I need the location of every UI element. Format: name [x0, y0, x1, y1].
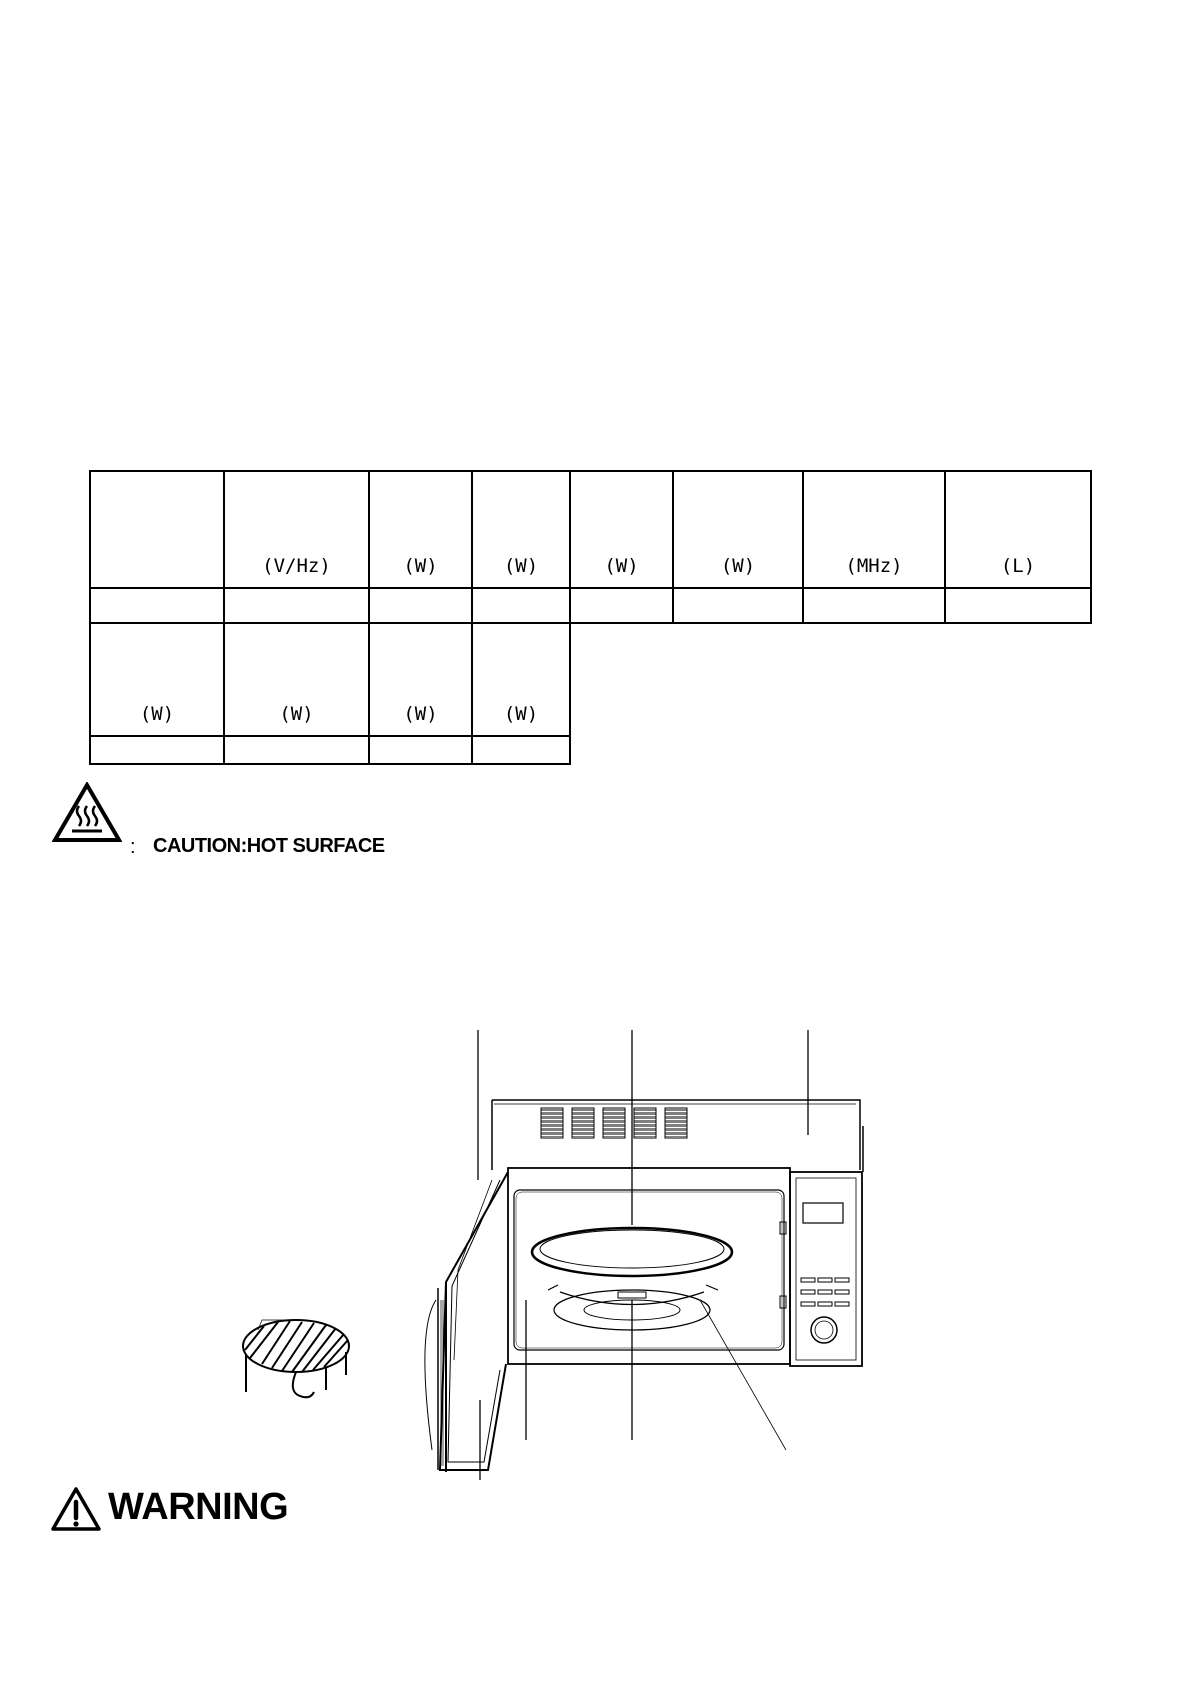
- table2-header-power-1: (W): [90, 623, 224, 736]
- table2-value-cell: [472, 736, 570, 764]
- table1-header-voltage: (V/Hz): [224, 471, 369, 588]
- table1-header-power-4: (W): [673, 471, 803, 588]
- caution-colon: :: [130, 836, 136, 858]
- glass-tray: [532, 1228, 732, 1276]
- table1-value-cell: [570, 588, 673, 623]
- table1-header-power-1: (W): [369, 471, 472, 588]
- table1-value-cell: [369, 588, 472, 623]
- table1-value-cell: [673, 588, 803, 623]
- table2-header-power-2: (W): [224, 623, 369, 736]
- grill-rack: [243, 1320, 349, 1397]
- hot-surface-icon: [52, 782, 122, 844]
- spec-table-main: [89, 470, 1092, 624]
- diagram-leader-lines: [478, 1030, 808, 1480]
- table2-header-power-4: (W): [472, 623, 570, 736]
- table2-header-power-3: (W): [369, 623, 472, 736]
- table2-value-cell: [90, 736, 224, 764]
- table1-value-cell: [90, 588, 224, 623]
- table1-header-power-3: (W): [570, 471, 673, 588]
- microwave-diagram: [190, 1020, 890, 1480]
- spec-table-secondary: [89, 622, 571, 765]
- table1-header-capacity: (L): [945, 471, 1091, 588]
- caution-hot-surface-text: CAUTION:HOT SURFACE: [153, 835, 385, 857]
- table1-value-cell: [945, 588, 1091, 623]
- table1-header-model: [90, 471, 224, 588]
- table2-value-cell: [224, 736, 369, 764]
- table1-header-power-2: (W): [472, 471, 570, 588]
- warning-heading: WARNING: [108, 1486, 289, 1528]
- warning-triangle-icon: [50, 1486, 102, 1532]
- table1-value-cell: [803, 588, 945, 623]
- vent-grilles: [541, 1108, 687, 1138]
- table1-value-cell: [224, 588, 369, 623]
- table1-header-frequency: (MHz): [803, 471, 945, 588]
- table1-value-cell: [472, 588, 570, 623]
- table2-value-cell: [369, 736, 472, 764]
